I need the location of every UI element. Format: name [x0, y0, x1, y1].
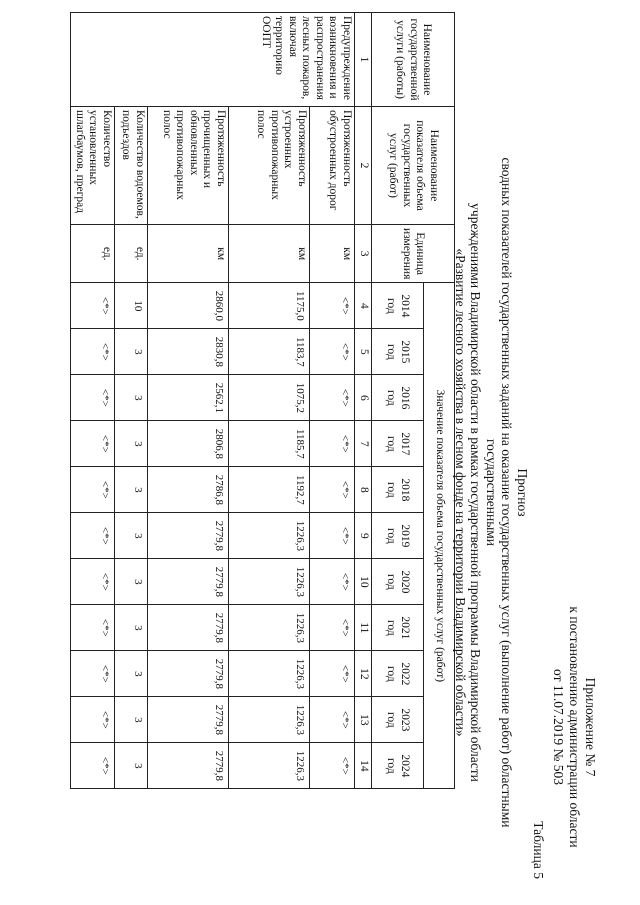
value-cell: 1226,3: [229, 559, 310, 605]
value-cell: 1185,7: [229, 421, 310, 467]
resolution-line: к постановлению администрации области: [567, 606, 582, 848]
value-cell: 2779,8: [148, 605, 229, 651]
appendix-line: Приложение № 7: [583, 677, 598, 777]
table-label: Таблица 5: [531, 821, 546, 879]
value-cell: <*>: [310, 605, 355, 651]
value-cell: 1075,2: [229, 375, 310, 421]
column-number: 7: [355, 421, 372, 467]
value-cell: 1226,3: [229, 651, 310, 697]
value-cell: 3: [115, 697, 148, 743]
column-number: 6: [355, 375, 372, 421]
year-header: 2014 год: [372, 283, 424, 329]
unit-cell: ед.: [115, 225, 148, 283]
unit-cell: км: [148, 225, 229, 283]
value-cell: <*>: [71, 467, 115, 513]
value-cell: 2806,8: [148, 421, 229, 467]
value-cell: 3: [115, 467, 148, 513]
value-cell: 2779,8: [148, 559, 229, 605]
value-cell: 2779,8: [148, 651, 229, 697]
value-cell: 3: [115, 421, 148, 467]
value-cell: 3: [115, 651, 148, 697]
value-cell: 1226,3: [229, 513, 310, 559]
year-header: 2024 год: [372, 743, 424, 789]
value-cell: 2830,8: [148, 329, 229, 375]
value-cell: <*>: [71, 697, 115, 743]
value-cell: <*>: [71, 513, 115, 559]
column-number: 11: [355, 605, 372, 651]
value-cell: 3: [115, 605, 148, 651]
value-cell: <*>: [310, 375, 355, 421]
column-number: 8: [355, 467, 372, 513]
year-header: 2021 год: [372, 605, 424, 651]
value-cell: <*>: [71, 283, 115, 329]
column-number: 3: [355, 225, 372, 283]
value-cell: 2860,0: [148, 283, 229, 329]
year-header: 2018 год: [372, 467, 424, 513]
year-header: 2023 год: [372, 697, 424, 743]
table-row: [71, 13, 115, 789]
column-number: 13: [355, 697, 372, 743]
value-cell: 2779,8: [148, 697, 229, 743]
year-header: 2022 год: [372, 651, 424, 697]
value-cell: 1183,7: [229, 329, 310, 375]
table-row: [148, 13, 229, 789]
column-number: 5: [355, 329, 372, 375]
value-cell: 10: [115, 283, 148, 329]
year-header: 2020 год: [372, 559, 424, 605]
title-line-4: «Развитие лесного хозяйства в лесном фонде на территории Владимирской области»: [453, 248, 468, 737]
value-cell: 3: [115, 375, 148, 421]
header-unit: Единица измерения: [372, 225, 455, 283]
value-cell: 2779,8: [148, 743, 229, 789]
appendix-header: [550, 577, 598, 877]
value-cell: <*>: [310, 559, 355, 605]
table-row: [115, 13, 148, 789]
indicator-cell: Протяженность прочищенных и обновленных противопожарных полос: [148, 107, 229, 225]
value-cell: <*>: [310, 329, 355, 375]
header-service: Наименование государственной услуги (работы): [372, 13, 455, 107]
value-cell: 1226,3: [229, 605, 310, 651]
year-header: 2015 год: [372, 329, 424, 375]
year-header: 2017 год: [372, 421, 424, 467]
value-cell: <*>: [71, 421, 115, 467]
unit-cell: ед.: [71, 225, 115, 283]
value-cell: <*>: [71, 743, 115, 789]
indicator-cell: Количество водоемов, подъездов: [115, 107, 148, 225]
value-cell: <*>: [71, 651, 115, 697]
header-row: [424, 13, 455, 789]
column-number: 2: [355, 107, 372, 225]
date-number-line: от 11.07.2019 № 503: [551, 669, 566, 785]
unit-cell: км: [310, 225, 355, 283]
table-row: [229, 13, 310, 789]
column-number-row: [355, 13, 372, 789]
value-cell: 1192,7: [229, 467, 310, 513]
column-number: 14: [355, 743, 372, 789]
value-cell: <*>: [310, 513, 355, 559]
title-line-2: сводных показателей государственных заданий на оказание государственных услуг (выполнение работ) областными государственными: [484, 157, 515, 828]
value-cell: 1226,3: [229, 743, 310, 789]
value-cell: <*>: [310, 283, 355, 329]
value-cell: 2779,8: [148, 513, 229, 559]
indicator-cell: Количество установленных шлагбаумов, преград: [71, 107, 115, 225]
value-cell: <*>: [310, 697, 355, 743]
column-number: 4: [355, 283, 372, 329]
year-header: 2016 год: [372, 375, 424, 421]
value-cell: <*>: [71, 559, 115, 605]
value-cell: <*>: [310, 421, 355, 467]
unit-cell: км: [229, 225, 310, 283]
value-cell: 1175,0: [229, 283, 310, 329]
value-cell: <*>: [71, 375, 115, 421]
value-cell: 3: [115, 513, 148, 559]
column-number: 12: [355, 651, 372, 697]
value-cell: 2562,1: [148, 375, 229, 421]
value-cell: 1226,3: [229, 697, 310, 743]
value-cell: <*>: [71, 605, 115, 651]
column-number: 10: [355, 559, 372, 605]
value-cell: 3: [115, 559, 148, 605]
value-cell: 2786,8: [148, 467, 229, 513]
indicator-cell: Протяженность устроенных противопожарных полос: [229, 107, 310, 225]
indicator-cell: Протяженность обустроенных дорог: [310, 107, 355, 225]
value-cell: <*>: [310, 651, 355, 697]
document-title: [453, 120, 531, 865]
title-line-1: Прогноз: [515, 468, 530, 517]
year-header: 2019 год: [372, 513, 424, 559]
value-cell: 3: [115, 743, 148, 789]
table-row: [310, 13, 355, 789]
service-name-cell: Предупреждение возникновения и распространения лесных пожаров, включая территорию ООПТ: [71, 13, 355, 107]
column-number: 9: [355, 513, 372, 559]
value-cell: <*>: [310, 743, 355, 789]
header-value-group: Значение показателя объема государственных услуг (работ): [424, 283, 455, 789]
value-cell: <*>: [71, 329, 115, 375]
title-line-3: учреждениями Владимирской области в рамках государственной программы Владимирской области: [468, 203, 484, 782]
value-cell: <*>: [310, 467, 355, 513]
header-indicator: Наименование показателя объема государственных услуг (работ): [372, 107, 455, 225]
column-number: 1: [355, 13, 372, 107]
forecast-table: [71, 12, 456, 789]
value-cell: 3: [115, 329, 148, 375]
